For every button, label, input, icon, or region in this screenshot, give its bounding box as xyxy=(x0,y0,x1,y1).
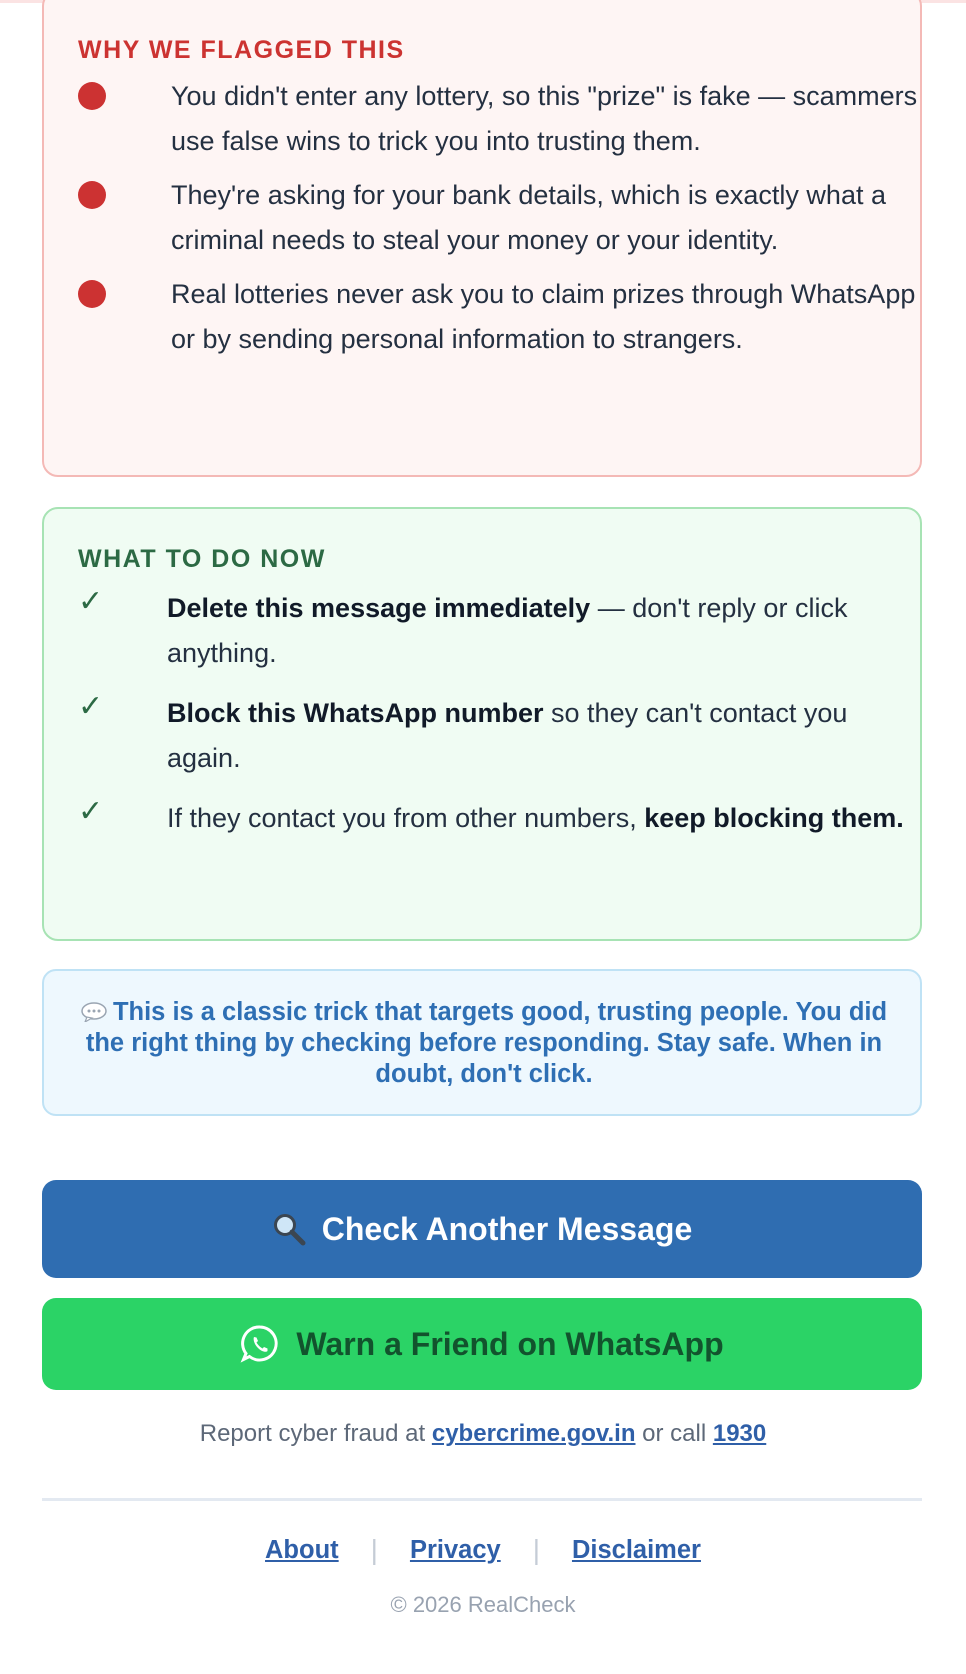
report-fraud-line: Report cyber fraud at cybercrime.gov.in or call 1930 xyxy=(199,1420,767,1447)
warn-friend-whatsapp-button[interactable] xyxy=(42,1298,922,1390)
footer-link-privacy[interactable]: Privacy xyxy=(409,1535,501,1564)
flag-reason-text: Real lotteries never ask you to claim prizes through WhatsApp or by sending personal information to strangers. xyxy=(171,279,916,354)
next-step-text: Delete this message immediately — don't reply or click anything. xyxy=(167,593,848,668)
magnifier-icon xyxy=(272,1212,306,1246)
footer-link-about[interactable]: About xyxy=(265,1535,339,1564)
speech-bubble-icon xyxy=(81,999,107,1019)
check-another-message-label: Check Another Message xyxy=(321,1210,693,1247)
next-step-item xyxy=(78,691,898,781)
flag-reason-item xyxy=(78,173,898,263)
red-dot-icon xyxy=(78,181,106,209)
helpline-1930-link[interactable]: 1930 xyxy=(712,1420,767,1447)
checkmark-icon: ✓ xyxy=(78,794,104,829)
check-another-message-button[interactable] xyxy=(42,1180,922,1278)
whatsapp-icon xyxy=(240,1324,280,1364)
footer-divider xyxy=(42,1498,922,1501)
red-dot-icon xyxy=(78,82,106,110)
copyright: © 2026 RealCheck xyxy=(390,1592,576,1617)
reassurance-note xyxy=(42,969,922,1116)
footer-link-disclaimer[interactable]: Disclaimer xyxy=(571,1535,701,1564)
footer-separator: | xyxy=(532,1534,540,1565)
flag-reason-item xyxy=(78,272,916,407)
footer-nav xyxy=(0,1534,966,1566)
red-dot-icon xyxy=(78,280,106,308)
next-steps-heading: WHAT TO DO NOW xyxy=(78,545,326,573)
checkmark-icon: ✓ xyxy=(78,584,104,619)
checkmark-icon: ✓ xyxy=(78,689,104,724)
flag-reason-item xyxy=(78,74,918,164)
flag-reason-text: You didn't enter any lottery, so this "prize" is fake — scammers use false wins to trick you into trusting them. xyxy=(171,81,918,156)
next-step-item xyxy=(78,586,898,676)
footer-separator: | xyxy=(370,1534,378,1565)
next-step-text: Block this WhatsApp number so they can't contact you again. xyxy=(167,698,848,773)
flag-reasons-card xyxy=(42,0,922,477)
next-steps-card xyxy=(42,507,922,941)
cybercrime-link[interactable]: cybercrime.gov.in xyxy=(431,1420,636,1447)
next-step-text: If they contact you from other numbers, keep blocking them. xyxy=(167,803,904,833)
flag-reason-text: They're asking for your bank details, which is exactly what a criminal needs to steal your money or your identity. xyxy=(171,180,886,255)
next-step-item xyxy=(78,794,904,886)
flag-reasons-heading: WHY WE FLAGGED THIS xyxy=(78,36,405,64)
reassurance-text: This is a classic trick that targets good, trusting people. You did the right thing by checking before responding. Stay safe. When in doubt, don't click. xyxy=(74,997,894,1090)
warn-friend-label: Warn a Friend on WhatsApp xyxy=(296,1325,724,1362)
